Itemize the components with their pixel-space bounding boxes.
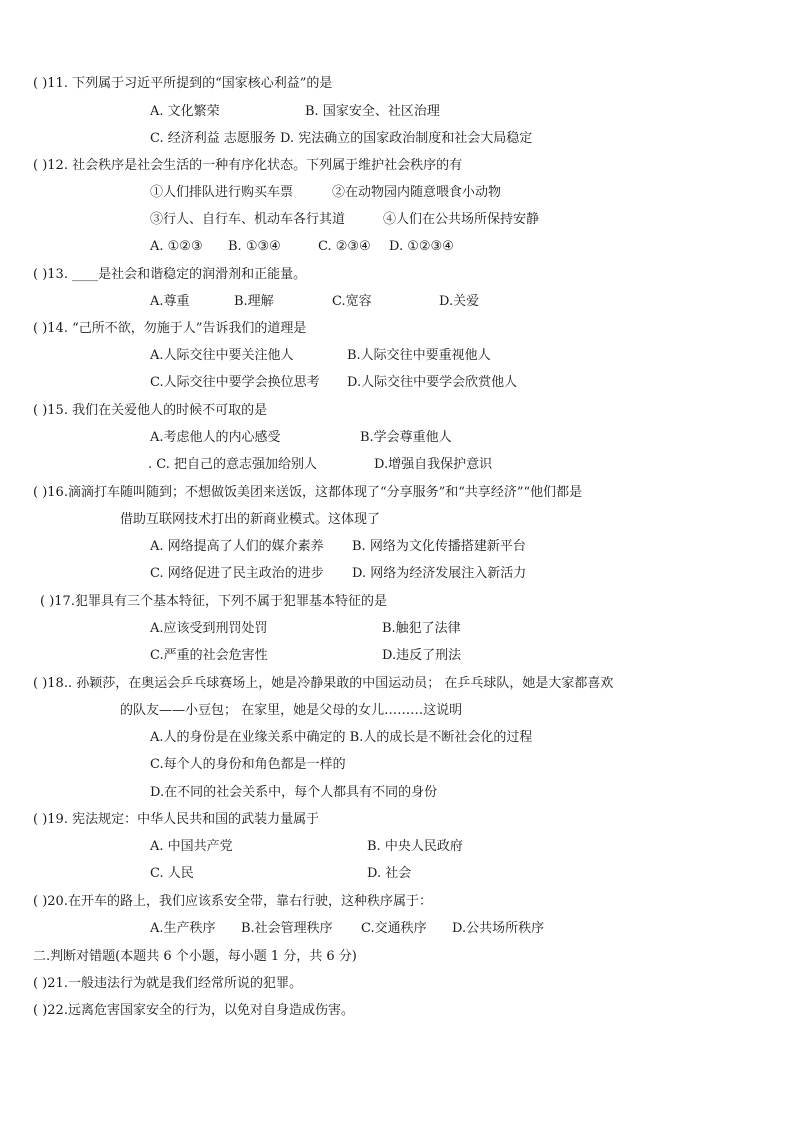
option-c: C. 人民: [150, 866, 194, 881]
option-d: D.增强自我保护意识: [374, 457, 493, 472]
option-d: D. 网络为经济发展注入新活力: [352, 566, 527, 581]
option-c: C. ②③④: [318, 239, 371, 254]
option-c: C.严重的社会危害性: [150, 648, 268, 663]
option-b: B.理解: [234, 294, 274, 309]
option-a: A. 中国共产党: [150, 839, 233, 854]
section-2-heading: 二.判断对错题(本题共 6 个小题，每小题 1 分，共 6 分): [33, 949, 357, 964]
option-a: A. 网络提高了人们的媒介素养: [150, 539, 324, 554]
item-4: ④人们在公共场所保持安静: [383, 212, 540, 227]
option-b: B.社会管理秩序: [241, 921, 333, 936]
question-18-stem: ( )18.. 孙颖莎，在奥运会乒乓球赛场上，她是冷静果敢的中国运动员； 在乒乓球队，她是大家都喜欢: [33, 676, 614, 691]
option-c: C.宽容: [332, 294, 372, 309]
question-15-stem: ( )15. 我们在关爱他人的时候不可取的是: [33, 403, 268, 418]
question-19-stem: ( )19. 宪法规定：中华人民共和国的武装力量属于: [33, 812, 320, 827]
option-a: A.生产秩序: [150, 921, 216, 936]
question-18-option-c: C.每个人的身份和角色都是一样的: [150, 757, 346, 772]
question-20-stem: ( )20.在开车的路上，我们应该系安全带，靠右行驶，这种秩序属于：: [33, 894, 432, 909]
option-b: B. 国家安全、社区治理: [305, 104, 440, 119]
question-18-stem-cont: 的队友——小豆包； 在家里，她是父母的女儿………这说明: [120, 703, 463, 718]
option-a: A.考虑他人的内心感受: [150, 430, 281, 445]
question-11-stem: ( )11. 下列属于习近平所提到的“国家核心利益”的是: [33, 76, 333, 91]
question-11-options-row2: C. 经济利益 志愿服务 D. 宪法确立的国家政治制度和社会大局稳定: [150, 131, 533, 146]
option-c: C.交通秩序: [361, 921, 427, 936]
question-22: ( )22.远离危害国家安全的行为，以免对自身造成伤害。: [33, 1003, 354, 1018]
option-a: A. 文化繁荣: [150, 104, 220, 119]
option-d: D.人际交往中要学会欣赏他人: [347, 375, 518, 390]
option-b: B. ①③④: [228, 239, 281, 254]
option-c: . C. 把自己的意志强加给别人: [148, 457, 318, 472]
option-a: A.应该受到刑罚处罚: [150, 621, 268, 636]
option-b: B.触犯了法律: [382, 621, 461, 636]
question-21: ( )21.一般违法行为就是我们经常所说的犯罪。: [33, 976, 302, 991]
question-16-stem-cont: 借助互联网技术打出的新商业模式。这体现了: [120, 512, 381, 527]
option-d: D.违反了刑法: [382, 648, 462, 663]
option-a: A.尊重: [150, 294, 190, 309]
item-2: ②在动物园内随意喂食小动物: [332, 185, 502, 200]
option-a: A. ①②③: [150, 239, 203, 254]
question-14-stem: ( )14. “己所不欲，勿施于人”告诉我们的道理是: [33, 321, 307, 336]
option-a: A.人际交往中要关注他人: [150, 348, 294, 363]
option-b: B.学会尊重他人: [360, 430, 452, 445]
option-c: C. 网络促进了民主政治的进步: [150, 566, 324, 581]
option-b: B. 中央人民政府: [367, 839, 463, 854]
question-16-stem: ( )16.滴滴打车随叫随到；不想做饭美团来送饭，这都体现了“分享服务”和“共享经济”“他们都是: [33, 485, 583, 500]
item-3: ③行人、自行车、机动车各行其道: [150, 212, 346, 227]
option-d: D. 社会: [367, 866, 412, 881]
question-18-option-ab: A.人的身份是在业缘关系中确定的 B.人的成长是不断社会化的过程: [150, 730, 533, 745]
option-d: D.关爱: [439, 294, 480, 309]
question-18-option-d: D.在不同的社会关系中，每个人都具有不同的身份: [150, 785, 438, 800]
question-12-stem: ( )12. 社会秩序是社会生活的一种有序化状态。下列属于维护社会秩序的有: [33, 158, 463, 173]
option-b: B.人际交往中要重视他人: [347, 348, 491, 363]
question-17-stem: ( )17.犯罪具有三个基本特征，下列不属于犯罪基本特征的是: [40, 594, 387, 609]
option-c: C.人际交往中要学会换位思考: [150, 375, 320, 390]
item-1: ①人们排队进行购买车票: [150, 185, 294, 200]
option-d: D.公共场所秩序: [452, 921, 545, 936]
question-13-stem: ( )13. ____是社会和谐稳定的润滑剂和正能量。: [33, 267, 307, 282]
option-d: D. ①②③④: [389, 239, 454, 254]
option-b: B. 网络为文化传播搭建新平台: [352, 539, 526, 554]
